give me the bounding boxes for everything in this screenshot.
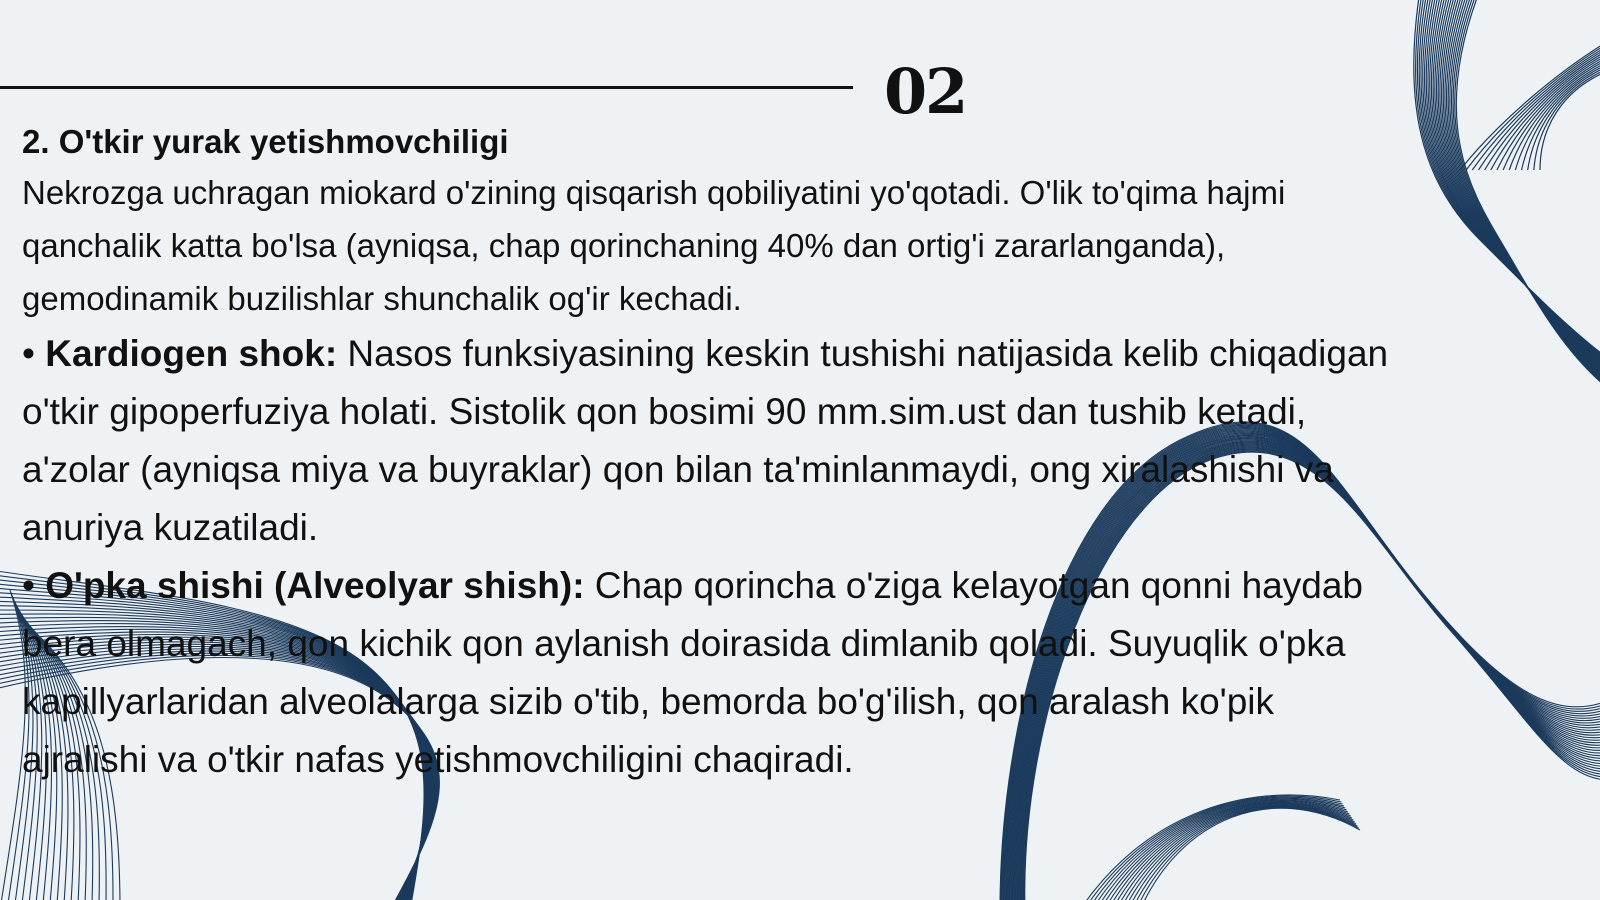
bullet-marker: • [22, 565, 46, 606]
bullet-cardiogenic-shock [22, 325, 1402, 557]
wave-line [1140, 808, 1360, 900]
bullet-term: Kardiogen shok: [45, 333, 338, 374]
wave-line [1120, 804, 1353, 900]
section-heading: 2. O'tkir yurak yetishmovchiligi [22, 123, 509, 160]
bullet-pulmonary-edema [22, 557, 1402, 789]
bullet-text: Chap qorincha o'ziga kelayotgan qonni haydab bera olmagach, qon kichik qon aylanish doirasida dimlanib qoladi. Suyuqlik o'pka kapillyarlaridan alveolalarga sizib o'tib, bemorda bo'g'ilish, qon aralash ko'pik ajralishi va o'tkir nafas yetishmovchiligini chaqiradi. [22, 565, 1363, 780]
bullet-text: Nasos funksiyasining keskin tushishi natijasida kelib chiqadigan o'tkir gipoperfuziya holati. Sistolik qon bosimi 90 mm.sim.ust dan tushib ketadi, a'zolar (ayniqsa miya va buyraklar) qon bilan ta'minlanmaydi, ong xiralashishi va anuriya kuzatiladi. [22, 333, 1389, 548]
header-rule [0, 86, 853, 89]
intro-paragraph: Nekrozga uchragan miokard o'zining qisqarish qobiliyatini yo'qotadi. O'lik to'qima hajmi qanchalik katta bo'lsa (ayniqsa, chap qorinchaning 40% dan ortig'i zararlanganda), gemodinamik buzilishlar shunchalik og'ir kechadi. [22, 174, 1286, 317]
bullet-marker: • [22, 333, 46, 374]
slide-number: 02 [884, 55, 967, 128]
slide-content [22, 118, 1402, 789]
wave-line [1124, 805, 1355, 900]
wave-lines-top-right [1414, 0, 1600, 390]
wave-line [1456, 0, 1600, 390]
wave-line [1136, 808, 1359, 900]
wave-line [1455, 0, 1600, 389]
bullet-term: O'pka shishi (Alveolyar shish): [45, 565, 585, 606]
